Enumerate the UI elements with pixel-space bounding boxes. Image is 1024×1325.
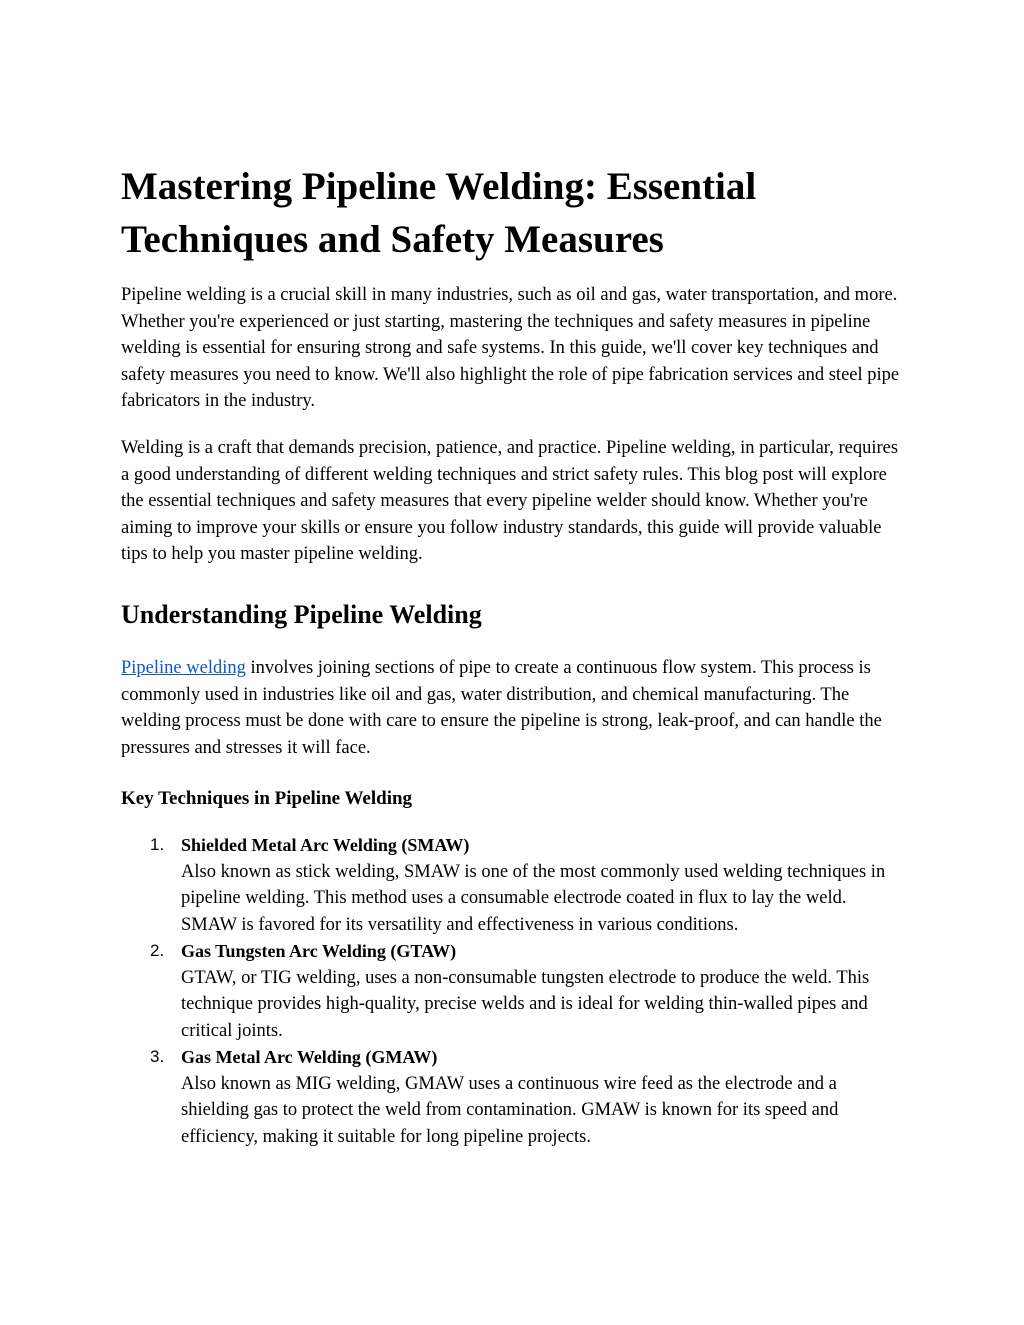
section-paragraph (121, 655, 905, 761)
list-marker: 1. (150, 835, 165, 854)
document-title: Mastering Pipeline Welding: Essential Techniques and Safety Measures (121, 165, 757, 261)
technique-title: Gas Tungsten Arc Welding (GTAW) (181, 941, 457, 961)
list-item (121, 938, 905, 1044)
list-marker: 3. (150, 1047, 165, 1066)
technique-title: Gas Metal Arc Welding (GMAW) (181, 1047, 438, 1067)
list-item (121, 832, 905, 938)
section-heading: Understanding Pipeline Welding (121, 600, 482, 629)
technique-description: Also known as MIG welding, GMAW uses a continuous wire feed as the electrode and a shielding gas to protect the weld from contamination. GMAW is known for its speed and efficiency, making it suitable for long pipeline projects. (181, 1073, 839, 1147)
section-paragraph-text: involves joining sections of pipe to create a continuous flow system. This process is commonly used in industries like oil and gas, water distribution, and chemical manufacturing. The welding process must be done with care to ensure the pipeline is strong, leak-proof, and can handle the pressures and stresses it will face. (121, 658, 882, 758)
intro-paragraph: Pipeline welding is a crucial skill in many industries, such as oil and gas, water transportation, and more. Whether you're experienced or just starting, mastering the techniques and safety measures in pipeline welding is essential for ensuring strong and safe systems. In this guide, we'll cover key techniques and safety measures you need to know. We'll also highlight the role of pipe fabrication services and steel pipe fabricators in the industry. (121, 285, 900, 411)
list-marker: 2. (150, 941, 165, 960)
techniques-list (121, 832, 905, 1150)
pipeline-welding-link[interactable]: Pipeline welding (121, 658, 246, 678)
subsection-heading: Key Techniques in Pipeline Welding (121, 788, 413, 809)
technique-title: Shielded Metal Arc Welding (SMAW) (181, 835, 470, 855)
list-item (121, 1044, 905, 1150)
second-paragraph: Welding is a craft that demands precision, patience, and practice. Pipeline welding, in particular, requires a good understanding of different welding techniques and strict safety rules. This blog post will explore the essential techniques and safety measures that every pipeline welder should know. Whether you're aiming to improve your skills or ensure you follow industry standards, this guide will provide valuable tips to help you master pipeline welding. (121, 438, 899, 564)
technique-description: GTAW, or TIG welding, uses a non-consumable tungsten electrode to produce the weld. This technique provides high-quality, precise welds and is ideal for welding thin-walled pipes and critical joints. (181, 967, 870, 1041)
technique-description: Also known as stick welding, SMAW is one of the most commonly used welding techniques in pipeline welding. This method uses a consumable electrode coated in flux to lay the weld. SMAW is favored for its versatility and effectiveness in various conditions. (181, 861, 886, 935)
